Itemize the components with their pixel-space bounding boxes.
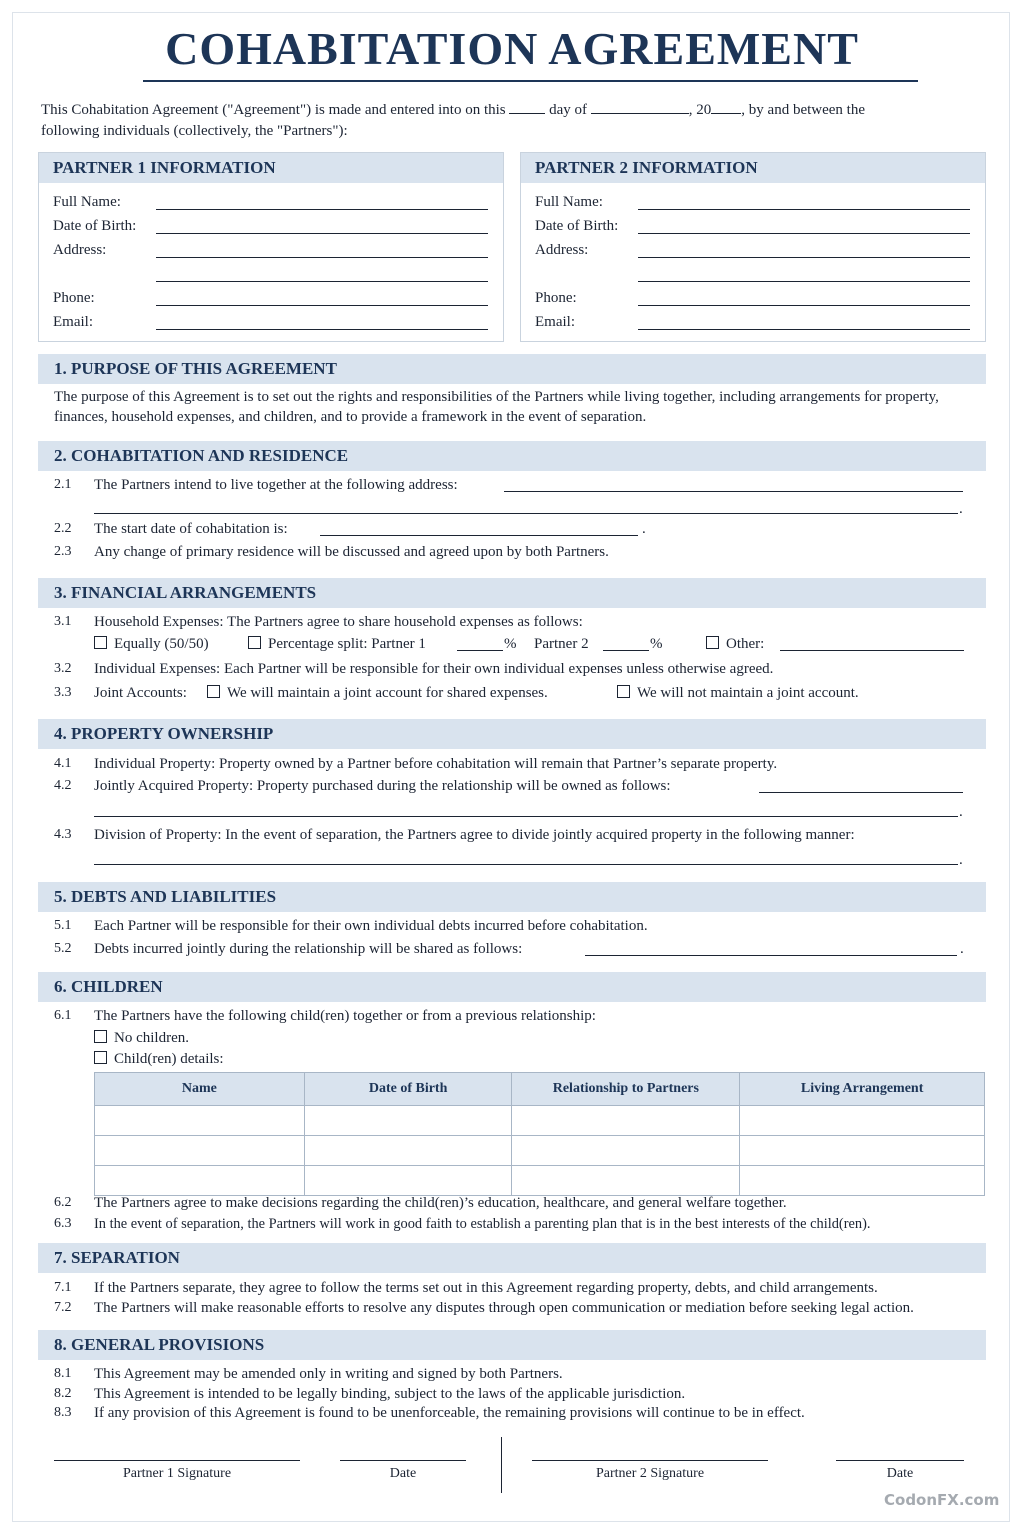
option-equal[interactable]: Equally (50/50) — [94, 634, 209, 654]
table-cell[interactable] — [95, 1166, 305, 1196]
partner1-full-name-field[interactable] — [156, 209, 488, 210]
signature-divider — [501, 1437, 502, 1493]
partner2-address-field[interactable] — [638, 257, 970, 258]
clause-number: 5.2 — [54, 941, 72, 956]
partner2-full-name-label: Full Name: — [535, 194, 603, 210]
no-children-checkbox[interactable] — [94, 1030, 107, 1043]
clause-number: 3.3 — [54, 685, 72, 700]
partner1-signature-label: Partner 1 Signature — [122, 1466, 232, 1481]
partner2-address-field-2[interactable] — [638, 281, 970, 282]
clause-8-2-text: This Agreement is intended to be legally binding, subject to the laws of the applicable jurisdiction. — [94, 1386, 686, 1402]
column-header: Living Arrangement — [740, 1073, 985, 1106]
table-cell[interactable] — [512, 1136, 740, 1166]
column-header: Date of Birth — [304, 1073, 512, 1106]
children-table — [94, 1072, 985, 1196]
document-title: COHABITATION AGREEMENT — [165, 23, 859, 74]
section-5-heading: 5. DEBTS AND LIABILITIES — [38, 882, 986, 912]
table-row — [95, 1166, 985, 1196]
table-cell[interactable] — [95, 1106, 305, 1136]
day-blank[interactable] — [509, 101, 545, 114]
section-3-heading: 3. FINANCIAL ARRANGEMENTS — [38, 578, 986, 608]
clause-3-1-text: Household Expenses: The Partners agree to share household expenses as follows: — [94, 614, 583, 630]
clause-number: 6.1 — [54, 1008, 72, 1023]
partner2-info-box — [520, 152, 986, 342]
section-7-heading: 7. SEPARATION — [38, 1243, 986, 1273]
clause-number: 8.1 — [54, 1366, 72, 1381]
clause-8-1-text: This Agreement may be amended only in writing and signed by both Partners. — [94, 1366, 563, 1382]
clause-8-3-text: If any provision of this Agreement is found to be unenforceable, the remaining provisions will continue to be in effect. — [94, 1405, 805, 1421]
clause-number: 5.1 — [54, 918, 72, 933]
clause-4-1-text: Individual Property: Property owned by a Partner before cohabitation will remain that Partner’s separate property. — [94, 756, 778, 772]
date2-label: Date — [886, 1466, 914, 1481]
clause-number: 6.2 — [54, 1195, 72, 1210]
section-1-heading: 1. PURPOSE OF THIS AGREEMENT — [38, 354, 986, 384]
partner2-email-label: Email: — [535, 314, 575, 330]
option-percentage[interactable]: Percentage split: Partner 1 — [248, 634, 426, 654]
section-2-heading: 2. COHABITATION AND RESIDENCE — [38, 441, 986, 471]
option-other[interactable]: Other: — [706, 634, 764, 654]
residence-address-field-2[interactable] — [94, 513, 958, 514]
watermark: CodonFX.com — [884, 1491, 1000, 1509]
partner2-signature-label: Partner 2 Signature — [595, 1466, 705, 1481]
clause-7-2-text: The Partners will make reasonable efforts to resolve any disputes through open communication or mediation before seeking legal action. — [94, 1300, 914, 1316]
equal-checkbox[interactable] — [94, 636, 107, 649]
option-children-details[interactable]: Child(ren) details: — [94, 1049, 224, 1069]
partner2-full-name-field[interactable] — [638, 209, 970, 210]
residence-address-field[interactable] — [504, 491, 963, 492]
partner2-percent-field[interactable] — [603, 650, 649, 651]
table-cell[interactable] — [512, 1106, 740, 1136]
other-checkbox[interactable] — [706, 636, 719, 649]
joint-property-field[interactable] — [759, 792, 963, 793]
other-field[interactable] — [780, 650, 964, 651]
partner1-phone-label: Phone: — [53, 290, 95, 306]
partner2-percent-label: Partner 2 — [534, 636, 589, 652]
clause-6-2-text: The Partners agree to make decisions regarding the child(ren)’s education, healthcare, and general welfare together. — [94, 1195, 787, 1211]
partner2-phone-field[interactable] — [638, 305, 970, 306]
intro-paragraph: This Cohabitation Agreement ("Agreement") is made and entered into on this day of , 20 , by and between the following individuals (collectively, the "Partners"): — [41, 102, 866, 139]
table-row — [95, 1106, 985, 1136]
section-4-heading: 4. PROPERTY OWNERSHIP — [38, 719, 986, 749]
clause-number: 2.3 — [54, 544, 72, 559]
title-divider — [143, 80, 918, 82]
partner2-phone-label: Phone: — [535, 290, 577, 306]
clause-5-1-text: Each Partner will be responsible for their own individual debts incurred before cohabitation. — [94, 918, 648, 934]
year-blank[interactable] — [711, 101, 741, 114]
partner1-email-label: Email: — [53, 314, 93, 330]
clause-number: 2.1 — [54, 477, 72, 492]
partner2-dob-field[interactable] — [638, 233, 970, 234]
clause-number: 6.3 — [54, 1216, 72, 1231]
partner1-phone-field[interactable] — [156, 305, 488, 306]
clause-number: 3.1 — [54, 614, 72, 629]
option-no-joint-account[interactable]: We will not maintain a joint account. — [617, 683, 859, 703]
joint-property-field-2[interactable] — [94, 816, 958, 817]
clause-number: 4.1 — [54, 756, 72, 771]
clause-number: 4.3 — [54, 827, 72, 842]
partner1-dob-field[interactable] — [156, 233, 488, 234]
table-cell[interactable] — [740, 1136, 985, 1166]
table-cell[interactable] — [304, 1106, 512, 1136]
column-header: Relationship to Partners — [512, 1073, 740, 1106]
clause-4-2-text: Jointly Acquired Property: Property purchased during the relationship will be owned as follows: — [94, 778, 671, 794]
partner1-heading: PARTNER 1 INFORMATION — [39, 153, 503, 183]
table-cell[interactable] — [304, 1136, 512, 1166]
partner1-signature-field[interactable] — [54, 1460, 300, 1461]
partner1-dob-label: Date of Birth: — [53, 218, 137, 234]
no-joint-account-checkbox[interactable] — [617, 685, 630, 698]
joint-account-checkbox[interactable] — [207, 685, 220, 698]
option-no-children[interactable]: No children. — [94, 1028, 189, 1048]
option-joint-account[interactable]: We will maintain a joint account for shared expenses. — [207, 683, 548, 703]
partner1-address-field[interactable] — [156, 257, 488, 258]
partner2-heading: PARTNER 2 INFORMATION — [521, 153, 985, 183]
clause-2-1-text: The Partners intend to live together at the following address: — [94, 477, 458, 493]
clause-3-3-text: Joint Accounts: — [94, 685, 187, 701]
start-date-field[interactable] — [320, 535, 638, 536]
section-8-heading: 8. GENERAL PROVISIONS — [38, 1330, 986, 1360]
table-row — [95, 1136, 985, 1166]
joint-debts-field[interactable] — [585, 955, 957, 956]
column-header: Name — [95, 1073, 305, 1106]
clause-4-3-text: Division of Property: In the event of separation, the Partners agree to divide jointly acquired property in the following manner: — [94, 827, 855, 843]
partner1-info-box — [38, 152, 504, 342]
clause-7-1-text: If the Partners separate, they agree to follow the terms set out in this Agreement regarding property, debts, and child arrangements. — [94, 1280, 878, 1296]
table-cell[interactable] — [95, 1136, 305, 1166]
section-1-text: The purpose of this Agreement is to set out the rights and responsibilities of the Partners while living together, including arrangements for property, finances, household expenses, and children, and to provide a framework in the event of separation. — [54, 389, 939, 425]
table-cell[interactable] — [512, 1166, 740, 1196]
clause-6-1-text: The Partners have the following child(ren) together or from a previous relationship: — [94, 1008, 596, 1024]
date2-field[interactable] — [836, 1460, 964, 1461]
property-division-field[interactable] — [94, 864, 958, 865]
date1-label: Date — [389, 1466, 417, 1481]
clause-3-2-text: Individual Expenses: Each Partner will be responsible for their own individual expenses unless otherwise agreed. — [94, 661, 774, 677]
clause-5-2-text: Debts incurred jointly during the relationship will be shared as follows: — [94, 941, 523, 957]
clause-number: 7.2 — [54, 1300, 72, 1315]
partner1-address-field-2[interactable] — [156, 281, 488, 282]
partner1-percent-field[interactable] — [457, 650, 503, 651]
clause-number: 3.2 — [54, 661, 72, 676]
clause-2-2-text: The start date of cohabitation is: — [94, 521, 288, 537]
clause-2-3-text: Any change of primary residence will be discussed and agreed upon by both Partners. — [94, 544, 609, 560]
clause-number: 7.1 — [54, 1280, 72, 1295]
partner1-email-field[interactable] — [156, 329, 488, 330]
table-header-row — [95, 1073, 985, 1106]
partner2-dob-label: Date of Birth: — [535, 218, 619, 234]
partner1-address-label: Address: — [53, 242, 107, 258]
date1-field[interactable] — [340, 1460, 466, 1461]
table-cell[interactable] — [740, 1166, 985, 1196]
partner1-full-name-label: Full Name: — [53, 194, 121, 210]
clause-number: 8.2 — [54, 1386, 72, 1401]
partner2-address-label: Address: — [535, 242, 589, 258]
clause-number: 8.3 — [54, 1405, 72, 1420]
percentage-checkbox[interactable] — [248, 636, 261, 649]
month-blank[interactable] — [591, 101, 689, 114]
table-cell[interactable] — [304, 1166, 512, 1196]
clause-number: 4.2 — [54, 778, 72, 793]
section-6-heading: 6. CHILDREN — [38, 972, 986, 1002]
clause-6-3-text: In the event of separation, the Partners will work in good faith to establish a parenting plan that is in the best interests of the child(ren). — [94, 1216, 871, 1232]
partner2-signature-field[interactable] — [532, 1460, 768, 1461]
partner2-email-field[interactable] — [638, 329, 970, 330]
clause-number: 2.2 — [54, 521, 72, 536]
children-details-checkbox[interactable] — [94, 1051, 107, 1064]
table-cell[interactable] — [740, 1106, 985, 1136]
